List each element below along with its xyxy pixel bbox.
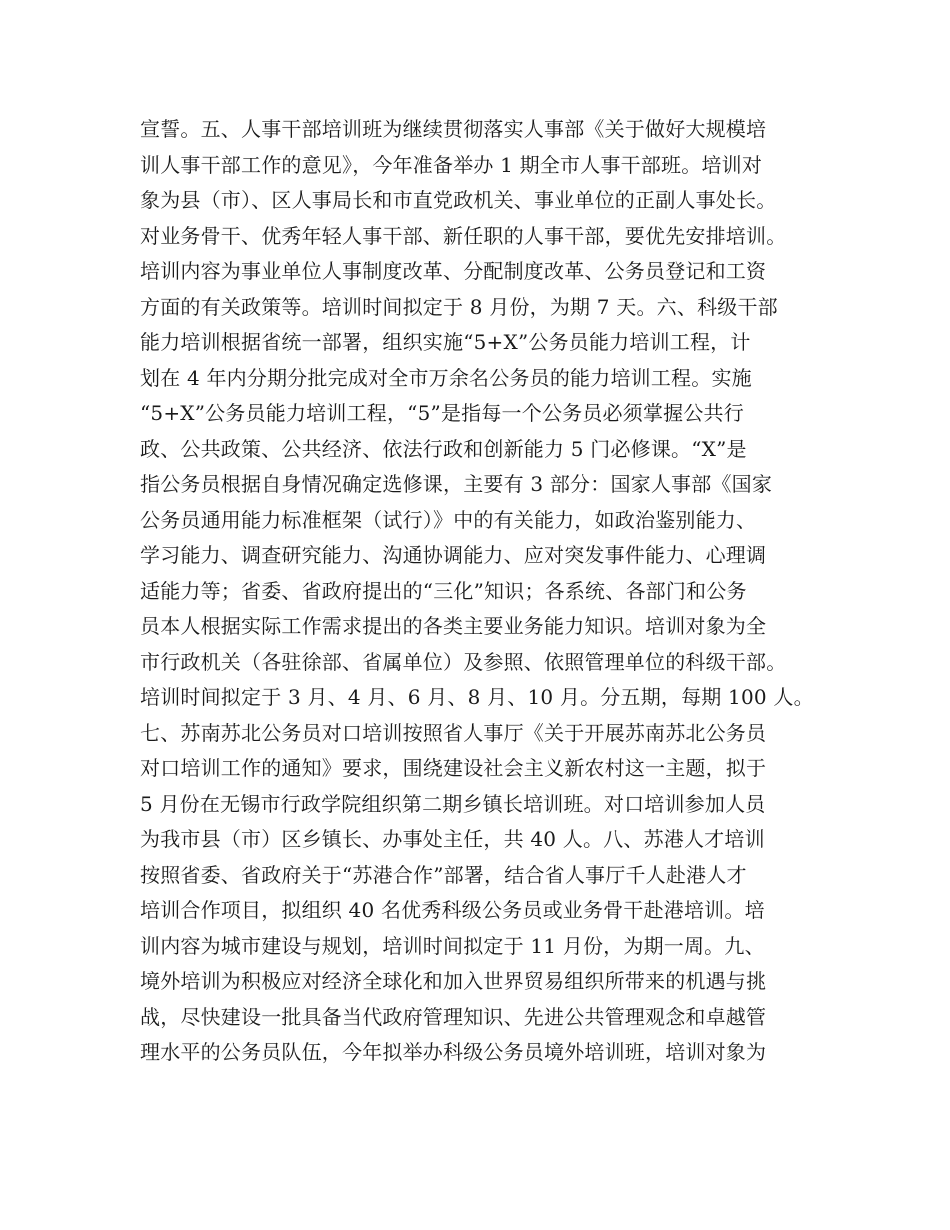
text-line: 培训内容为事业单位人事制度改革、分配制度改革、公务员登记和工资 — [140, 259, 767, 283]
text-line: 学习能力、调查研究能力、沟通协调能力、应对突发事件能力、心理调 — [140, 543, 767, 567]
text-line: 境外培训为积极应对经济全球化和加入世界贸易组织所带来的机遇与挑 — [140, 969, 767, 993]
text-line: 划在 4 年内分期分批完成对全市万余名公务员的能力培训工程。实施 — [140, 365, 752, 390]
text-line: 战，尽快建设一批具备当代政府管理知识、先进公共管理观念和卓越管 — [140, 1004, 767, 1029]
text-line: 宣誓。五、人事干部培训班为继续贯彻落实人事部《关于做好大规模培 — [140, 117, 767, 141]
text-line: 公务员通用能力标准框架（试行）》中的有关能力，如政治鉴别能力、 — [140, 507, 757, 532]
text-line: “5+X”公务员能力培训工程，“5”是指每一个公务员必须掌握公共行 — [140, 401, 744, 425]
text-line: 理水平的公务员队伍，今年拟举办科级公务员境外培训班，培训对象为 — [140, 1040, 767, 1064]
text-line: 按照省委、省政府关于“苏港合作”部署，结合省人事厅千人赴港人才 — [140, 862, 747, 887]
text-line: 政、公共政策、公共经济、依法行政和创新能力 5 门必修课。“X”是 — [140, 436, 747, 461]
text-line: 方面的有关政策等。培训时间拟定于 8 月份，为期 7 天。六、科级干部 — [140, 294, 778, 319]
text-line: 培训合作项目，拟组织 40 名优秀科级公务员或业务骨干赴港培训。培 — [140, 898, 765, 922]
text-line: 象为县（市）、区人事局长和市直党政机关、事业单位的正副人事处长。 — [140, 188, 777, 212]
text-line: 为我市县（市）区乡镇长、办事处主任，共 40 人。八、苏港人才培训 — [140, 827, 765, 851]
text-line: 对口培训工作的通知》要求，围绕建设社会主义新农村这一主题，拟于 — [140, 756, 767, 780]
text-line: 5 月份在无锡市行政学院组织第二期乡镇长培训班。对口培训参加人员 — [140, 791, 766, 816]
text-line: 训人事干部工作的意见》，今年准备举办 1 期全市人事干部班。培训对 — [140, 152, 763, 177]
text-line: 员本人根据实际工作需求提出的各类主要业务能力知识。培训对象为全 — [140, 614, 767, 638]
text-line: 能力培训根据省统一部署，组织实施“5+X”公务员能力培训工程，计 — [140, 330, 751, 354]
text-line: 培训时间拟定于 3 月、4 月、6 月、8 月、10 月。分五期，每期 100 人。 — [140, 685, 814, 709]
body-text — [140, 112, 820, 1071]
text-line: 适能力等；省委、省政府提出的“三化”知识；各系统、各部门和公务 — [140, 578, 747, 603]
text-line: 指公务员根据自身情况确定选修课，主要有 3 部分：国家人事部《国家 — [140, 472, 773, 496]
text-line: 七、苏南苏北公务员对口培训按照省人事厅《关于开展苏南苏北公务员 — [140, 720, 767, 745]
text-line: 市行政机关（各驻徐部、省属单位）及参照、依照管理单位的科级干部。 — [140, 649, 787, 674]
text-line: 对业务骨干、优秀年轻人事干部、新任职的人事干部，要优先安排培训。 — [140, 223, 787, 248]
text-line: 训内容为城市建设与规划，培训时间拟定于 11 月份，为期一周。九、 — [140, 933, 765, 958]
